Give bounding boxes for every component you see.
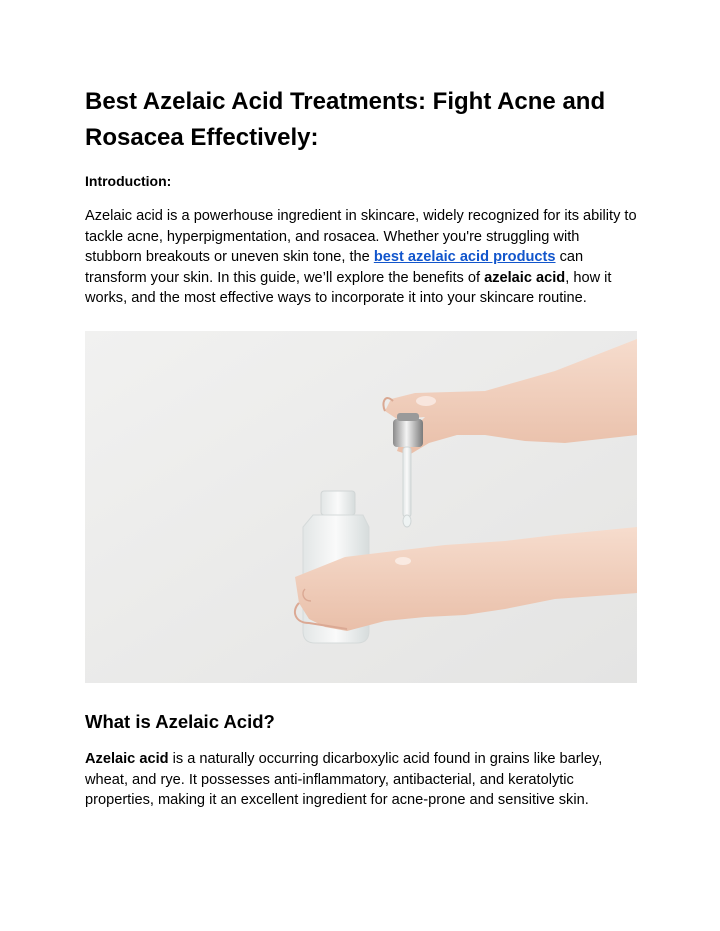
intro-text-1: Azelaic acid is a powerhouse ingredient in skincare, widely recognized for its ability to tackle acne, hyperpigmentation, and rosacea. Whether you're struggling with stubborn breakouts or uneven skin tone, the (85, 208, 637, 265)
article-header (85, 84, 637, 309)
section-heading-what-is-azelaic-acid: What is Azelaic Acid? (85, 711, 275, 732)
serum-dropper-hands-icon (85, 331, 637, 683)
introduction-label: Introduction: (85, 173, 172, 189)
page-title: Best Azelaic Acid Treatments: Fight Acne and Rosacea Effectively: (85, 88, 606, 151)
intro-bold-term: azelaic acid (484, 269, 566, 286)
section-bold-term: Azelaic acid (85, 751, 169, 767)
intro-text-3: , how it works, and the most effective ways to incorporate it into your skincare routine. (85, 269, 612, 306)
hero-image (85, 331, 637, 683)
section-paragraph (85, 749, 637, 811)
best-azelaic-acid-products-link[interactable]: best azelaic acid products (373, 249, 556, 265)
intro-paragraph (85, 206, 637, 309)
intro-text-2: can transform your skin. In this guide, we’ll explore the benefits of (85, 249, 584, 286)
section-text: is a naturally occurring dicarboxylic acid found in grains like barley, wheat, and rye. It possesses anti-inflammatory, antibacterial, and keratolytic properties, making it an excellent ingredient for acne-prone and sensitive skin. (85, 751, 603, 808)
